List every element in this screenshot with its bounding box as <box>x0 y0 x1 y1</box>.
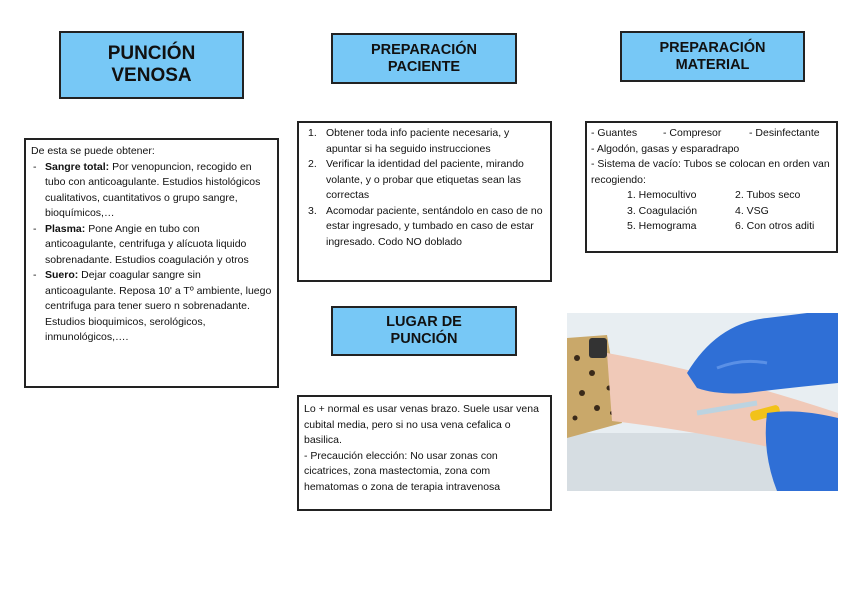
tube-item: 2. Tubos seco <box>735 189 801 201</box>
material-guantes: - Guantes <box>591 127 638 139</box>
obtener-list <box>31 160 272 346</box>
title-line: PREPARACIÓN <box>659 39 766 56</box>
title-line: PUNCIÓN <box>107 43 196 65</box>
obtener-box <box>24 138 279 388</box>
term-suero: Suero: <box>45 269 79 281</box>
list-item <box>31 160 272 222</box>
tube-order-grid <box>627 188 834 235</box>
item-text: Acomodar paciente, sentándolo en caso de no estar ingresado, y tumbado en caso de estar ingresado. Codo NO doblado <box>326 204 543 248</box>
item-number: 2. <box>308 158 317 170</box>
text-plasma: Pone Angie en tubo con anticoagulante, centrifuga y alícuota liquido sobrenadante. Estudios coagulación y otros <box>45 222 249 266</box>
term-plasma: Plasma: <box>45 222 86 235</box>
list-item <box>31 222 272 269</box>
term-sangre: Sangre total: <box>45 160 110 173</box>
title-line: PACIENTE <box>387 58 461 75</box>
tube-item: 5. Hemograma <box>627 220 697 232</box>
material-algodon: - Algodón, gasas y esparadrapo <box>591 142 740 155</box>
paciente-box <box>297 121 552 282</box>
material-compresor: - Compresor <box>663 127 722 139</box>
title-preparacion-paciente <box>331 33 517 84</box>
material-row <box>591 126 834 142</box>
title-line: LUGAR DE <box>386 314 462 331</box>
title-preparacion-material <box>620 31 805 82</box>
material-sistema-vacio: - Sistema de vacío: Tubos se colocan en orden van recogiendo: <box>591 158 830 186</box>
title-line: MATERIAL <box>675 56 750 73</box>
item-number: 1. <box>308 127 317 139</box>
title-line: PUNCIÓN <box>390 331 458 347</box>
tube-item: 3. Coagulación <box>627 204 698 217</box>
text-suero: Dejar coagular sangre sin anticoagulante. Reposa 10' a Tº ambiente, luego centrifuga para tener suero n sobrenadante. Estudios bioquimicos, serológicos, inmunológicos,…. <box>45 269 272 343</box>
title-line: PREPARACIÓN <box>370 41 478 58</box>
obtener-intro: De esta se puede obtener: <box>31 145 155 157</box>
title-line: VENOSA <box>111 65 192 86</box>
lugar-precaucion: - Precaución elección: No usar zonas con cicatrices, zona mastectomia, zona com hematomas o zona de terapia intravenosa <box>304 449 501 493</box>
material-desinfectante: - Desinfectante <box>749 127 820 139</box>
venipuncture-photo <box>567 313 838 491</box>
material-box <box>585 121 838 253</box>
text-sangre: Por venopuncion, recogido en tubo con anticoagulante. Estudios histológicos cualitativos, cuantitativos o grupo sangre, bioquímicos,… <box>45 160 261 219</box>
tube-item: 6. Con otros aditi <box>735 220 815 232</box>
venipuncture-illustration <box>567 313 838 491</box>
paciente-list <box>304 126 545 250</box>
list-item <box>304 157 545 204</box>
tube-item: 4. VSG <box>735 204 769 217</box>
title-puncion-venosa <box>59 31 244 99</box>
lugar-text: Lo + normal es usar venas brazo. Suele usar vena cubital media, pero si no usa vena cefalica o basilica. <box>304 403 539 446</box>
item-text: Verificar la identidad del paciente, mirando volante, y o probar que etiquetas sean las correctas <box>326 158 524 201</box>
list-item <box>31 268 272 346</box>
title-lugar-puncion <box>331 306 517 356</box>
list-item <box>304 204 545 251</box>
list-item <box>304 126 545 157</box>
lugar-box <box>297 395 552 511</box>
tube-item: 1. Hemocultivo <box>627 189 697 201</box>
item-number: 3. <box>308 204 317 217</box>
item-text: Obtener toda info paciente necesaria, y apuntar si ha seguido instrucciones <box>326 127 510 155</box>
